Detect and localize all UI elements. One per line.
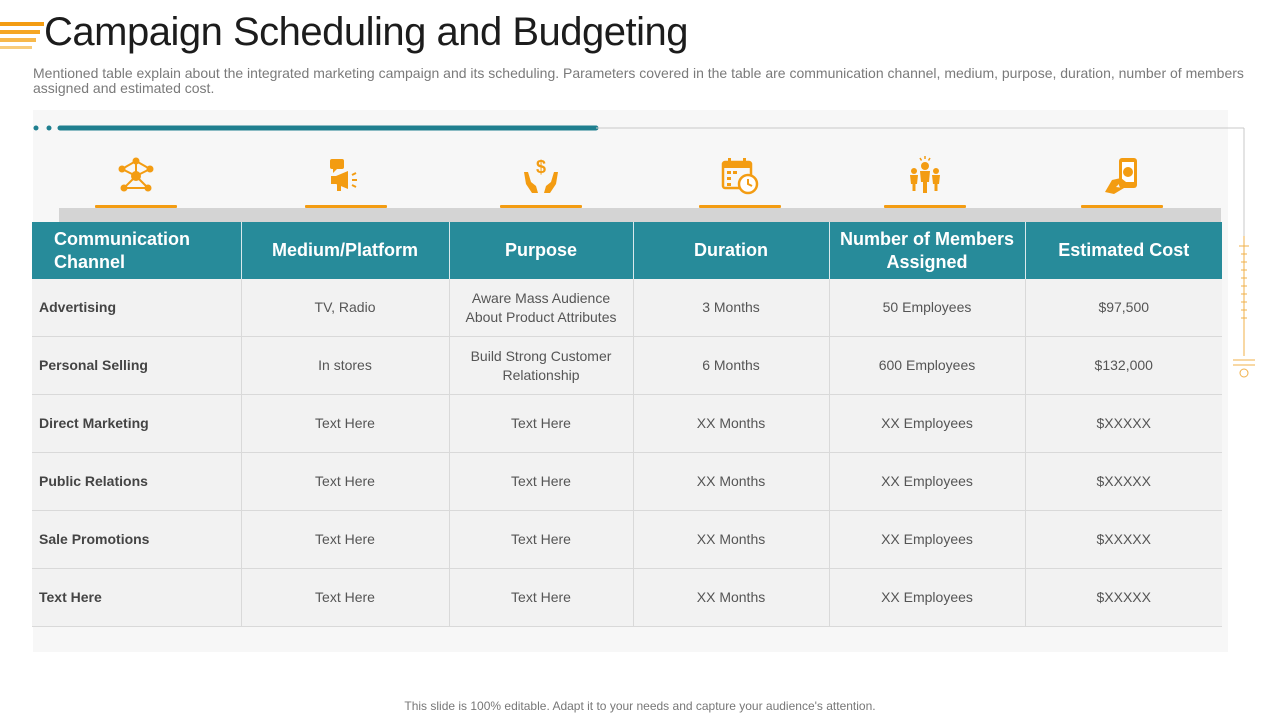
cell-purpose: Aware Mass Audience About Product Attributes [449,279,633,337]
cell-purpose: Text Here [449,395,633,453]
page-subtitle: Mentioned table explain about the integrated marketing campaign and its scheduling. Parameters covered in the table are communication channel, medium, purpose, duration, number of members assigned and estimated cost. [33,65,1244,96]
cell-cost: $XXXXX [1025,569,1222,627]
cell-members: 600 Employees [829,337,1025,395]
cell-cost: $XXXXX [1025,395,1222,453]
cell-channel: Personal Selling [32,337,241,395]
network-icon [86,150,186,210]
header-estimated-cost: Estimated Cost [1025,222,1222,279]
footer-note: This slide is 100% editable. Adapt it to your needs and capture your audience's attention. [404,699,876,713]
cell-members: XX Employees [829,395,1025,453]
cell-channel: Public Relations [32,453,241,511]
table-row [32,279,1222,337]
cell-cost: $132,000 [1025,337,1222,395]
cell-purpose: Build Strong Customer Relationship [449,337,633,395]
header-members-assigned: Number of Members Assigned [829,222,1025,279]
cell-members: XX Employees [829,453,1025,511]
cell-medium: In stores [241,337,449,395]
cell-medium: TV, Radio [241,279,449,337]
table-row [32,395,1222,453]
team-icon [875,150,975,210]
cell-medium: Text Here [241,395,449,453]
hand-phone-payment-icon [1072,150,1172,210]
hands-dollar-icon [491,150,591,210]
table-header-row [32,222,1222,279]
cell-members: XX Employees [829,511,1025,569]
cell-medium: Text Here [241,453,449,511]
campaign-table [32,222,1222,627]
cell-cost: $XXXXX [1025,453,1222,511]
header-purpose: Purpose [449,222,633,279]
cell-duration: XX Months [633,453,829,511]
cell-purpose: Text Here [449,453,633,511]
cell-duration: XX Months [633,511,829,569]
cell-members: 50 Employees [829,279,1025,337]
header-duration: Duration [633,222,829,279]
table-top-bar [59,208,1221,222]
cell-duration: 3 Months [633,279,829,337]
header-communication-channel: Communication Channel [32,222,241,279]
cell-duration: 6 Months [633,337,829,395]
cell-medium: Text Here [241,569,449,627]
cell-cost: $97,500 [1025,279,1222,337]
svg-text:$: $ [535,157,547,177]
cell-purpose: Text Here [449,569,633,627]
page-title: Campaign Scheduling and Budgeting [44,10,688,54]
calendar-clock-icon [690,150,790,210]
table-row [32,453,1222,511]
cell-channel: Advertising [32,279,241,337]
cell-medium: Text Here [241,511,449,569]
cell-channel: Sale Promotions [32,511,241,569]
cell-channel: Text Here [32,569,241,627]
table-row [32,511,1222,569]
icon-row [33,150,1228,210]
cell-members: XX Employees [829,569,1025,627]
cell-cost: $XXXXX [1025,511,1222,569]
cell-duration: XX Months [633,569,829,627]
cell-duration: XX Months [633,395,829,453]
header-medium-platform: Medium/Platform [241,222,449,279]
title-stripes-decoration [0,20,44,52]
cell-purpose: Text Here [449,511,633,569]
table-row [32,569,1222,627]
megaphone-icon [296,150,396,210]
cell-channel: Direct Marketing [32,395,241,453]
table-row [32,337,1222,395]
